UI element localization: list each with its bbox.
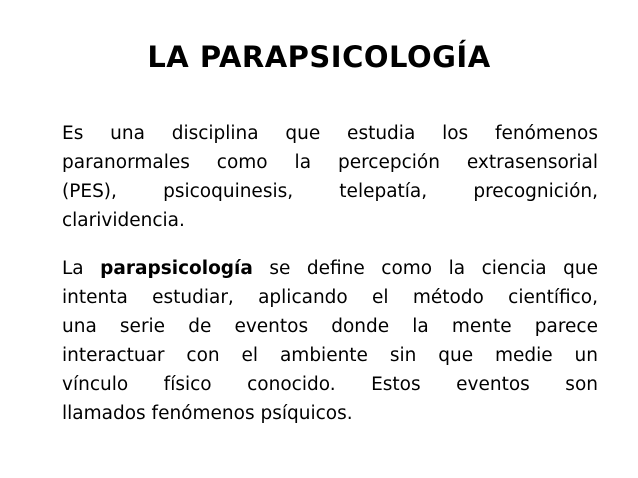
paragraph-line: interactuar con el ambiente sin que medie un [62, 345, 598, 366]
slide-title: LA PARAPSICOLOGÍA [147, 40, 491, 74]
paragraph-line [62, 254, 598, 283]
paragraph-line: vínculo físico conocido. Estos eventos son [62, 374, 598, 395]
paragraph-line: intenta estudiar, aplicando el método científico, [62, 287, 598, 308]
paragraph-text: La [62, 258, 101, 279]
paragraph-line: una serie de eventos donde la mente parece [62, 316, 598, 337]
paragraph-explanation [62, 254, 598, 428]
paragraph-definition [62, 119, 598, 235]
bold-term: parapsicología [100, 258, 253, 279]
paragraph-line: clarividencia. [62, 210, 185, 231]
paragraph-line: paranormales como la percepción extrasensorial [62, 152, 598, 173]
paragraph-line: Es una disciplina que estudia los fenómenos [62, 123, 598, 144]
paragraph-text: se define como la ciencia que [252, 258, 598, 279]
paragraph-line: llamados fenómenos psíquicos. [62, 403, 353, 424]
paragraph-line: (PES), psicoquinesis, telepatía, precognición, [62, 181, 598, 202]
